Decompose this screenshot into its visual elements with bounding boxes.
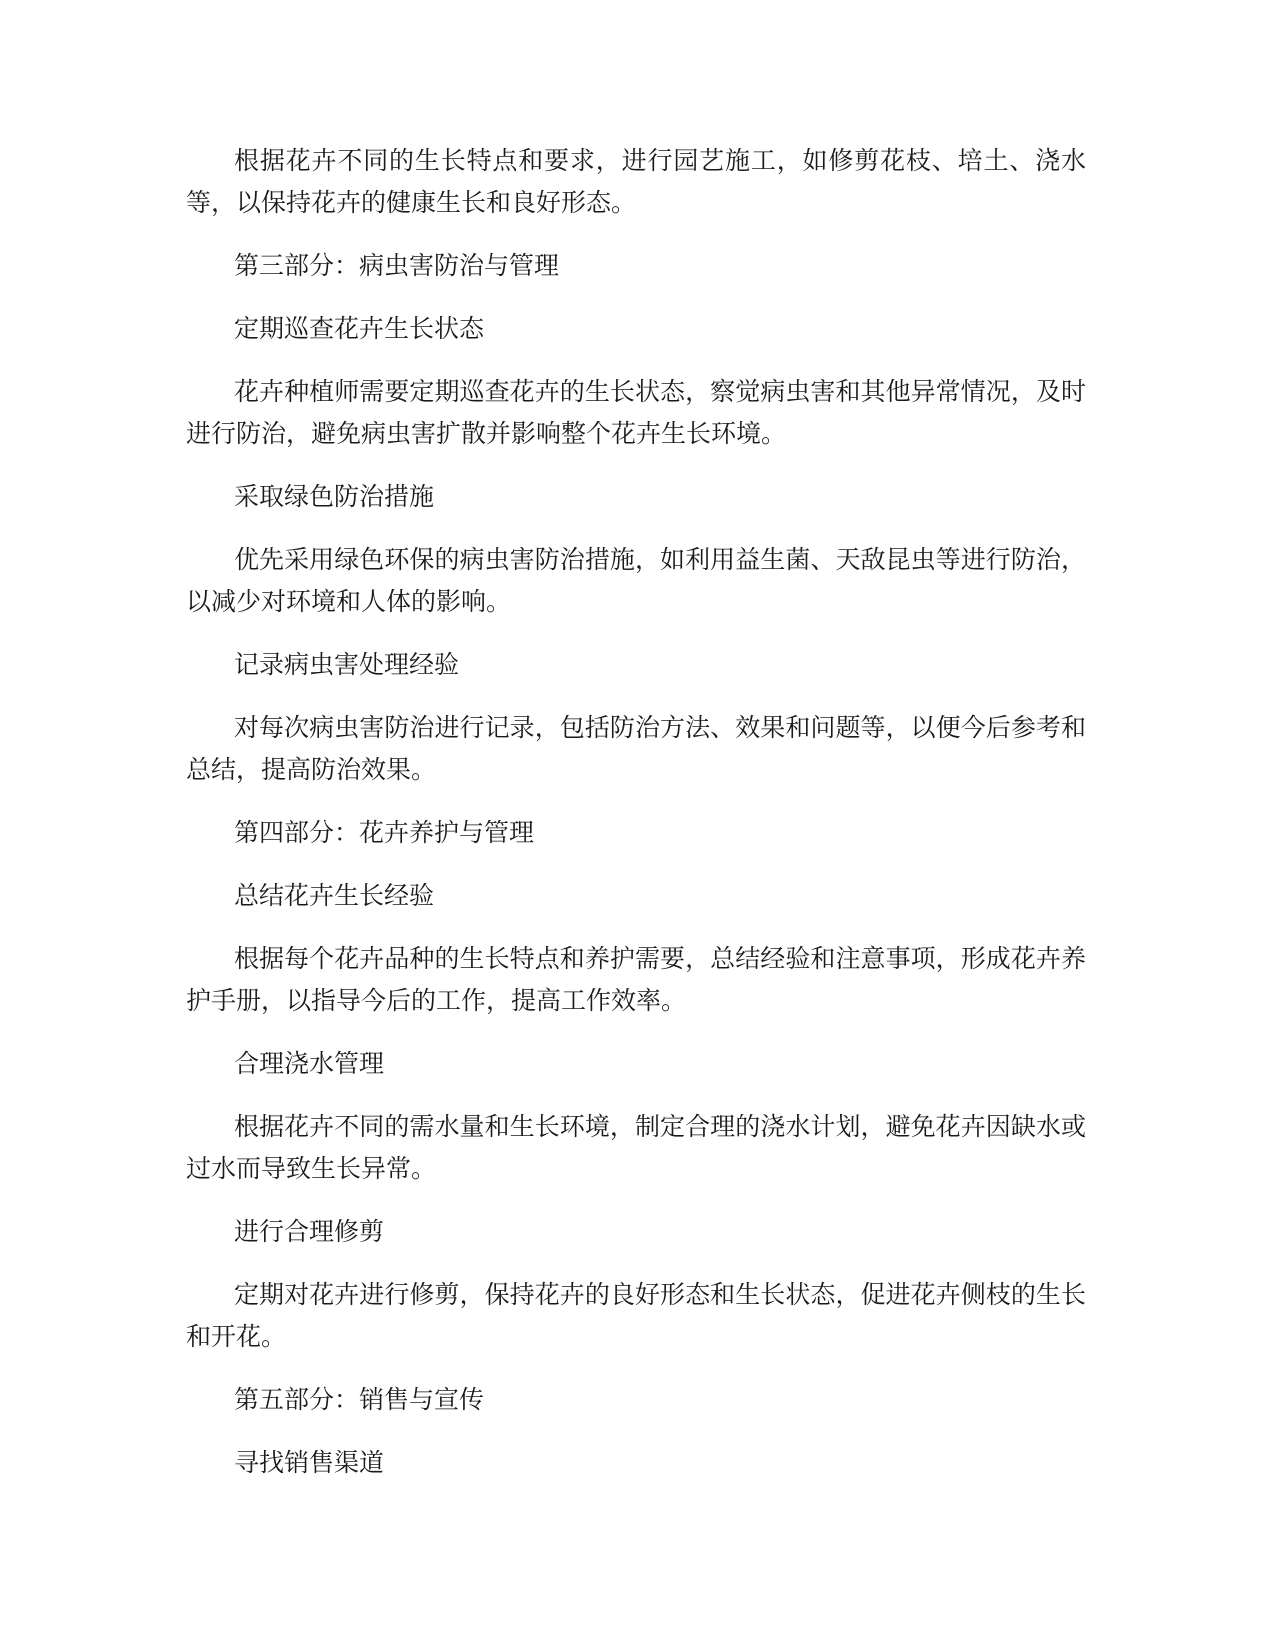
paragraph-regular-inspection: 花卉种植师需要定期巡查花卉的生长状态，察觉病虫害和其他异常情况，及时进行防治，避免病虫害扩散并影响整个花卉生长环境。: [186, 377, 1086, 448]
section-heading-part-three: 第三部分：病虫害防治与管理: [234, 251, 560, 280]
paragraph-green-control: 优先采用绿色环保的病虫害防治措施，如利用益生菌、天敌昆虫等进行防治，以减少对环境和人体的影响。: [186, 545, 1086, 616]
section-heading-part-five: 第五部分：销售与宣传: [234, 1385, 485, 1414]
paragraph-horticulture-work: 根据花卉不同的生长特点和要求，进行园艺施工，如修剪花枝、培土、浇水等，以保持花卉的健康生长和良好形态。: [186, 146, 1086, 217]
section-heading-part-four: 第四部分：花卉养护与管理: [234, 818, 535, 847]
subheading-record-experience: 记录病虫害处理经验: [234, 650, 460, 679]
paragraph-pruning: 定期对花卉进行修剪，保持花卉的良好形态和生长状态，促进花卉侧枝的生长和开花。: [186, 1280, 1086, 1351]
subheading-pruning: 进行合理修剪: [234, 1217, 385, 1246]
paragraph-summarize-experience: 根据每个花卉品种的生长特点和养护需要，总结经验和注意事项，形成花卉养护手册，以指导今后的工作，提高工作效率。: [186, 944, 1086, 1015]
paragraph-record-experience: 对每次病虫害防治进行记录，包括防治方法、效果和问题等，以便今后参考和总结，提高防治效果。: [186, 713, 1086, 784]
paragraph-watering: 根据花卉不同的需水量和生长环境，制定合理的浇水计划，避免花卉因缺水或过水而导致生长异常。: [186, 1112, 1086, 1183]
subheading-regular-inspection: 定期巡查花卉生长状态: [234, 314, 485, 343]
subheading-sales-channels: 寻找销售渠道: [234, 1448, 385, 1477]
document-body: [186, 140, 1086, 1505]
subheading-summarize-experience: 总结花卉生长经验: [234, 881, 435, 910]
subheading-green-control: 采取绿色防治措施: [234, 482, 435, 511]
subheading-watering: 合理浇水管理: [234, 1049, 385, 1078]
